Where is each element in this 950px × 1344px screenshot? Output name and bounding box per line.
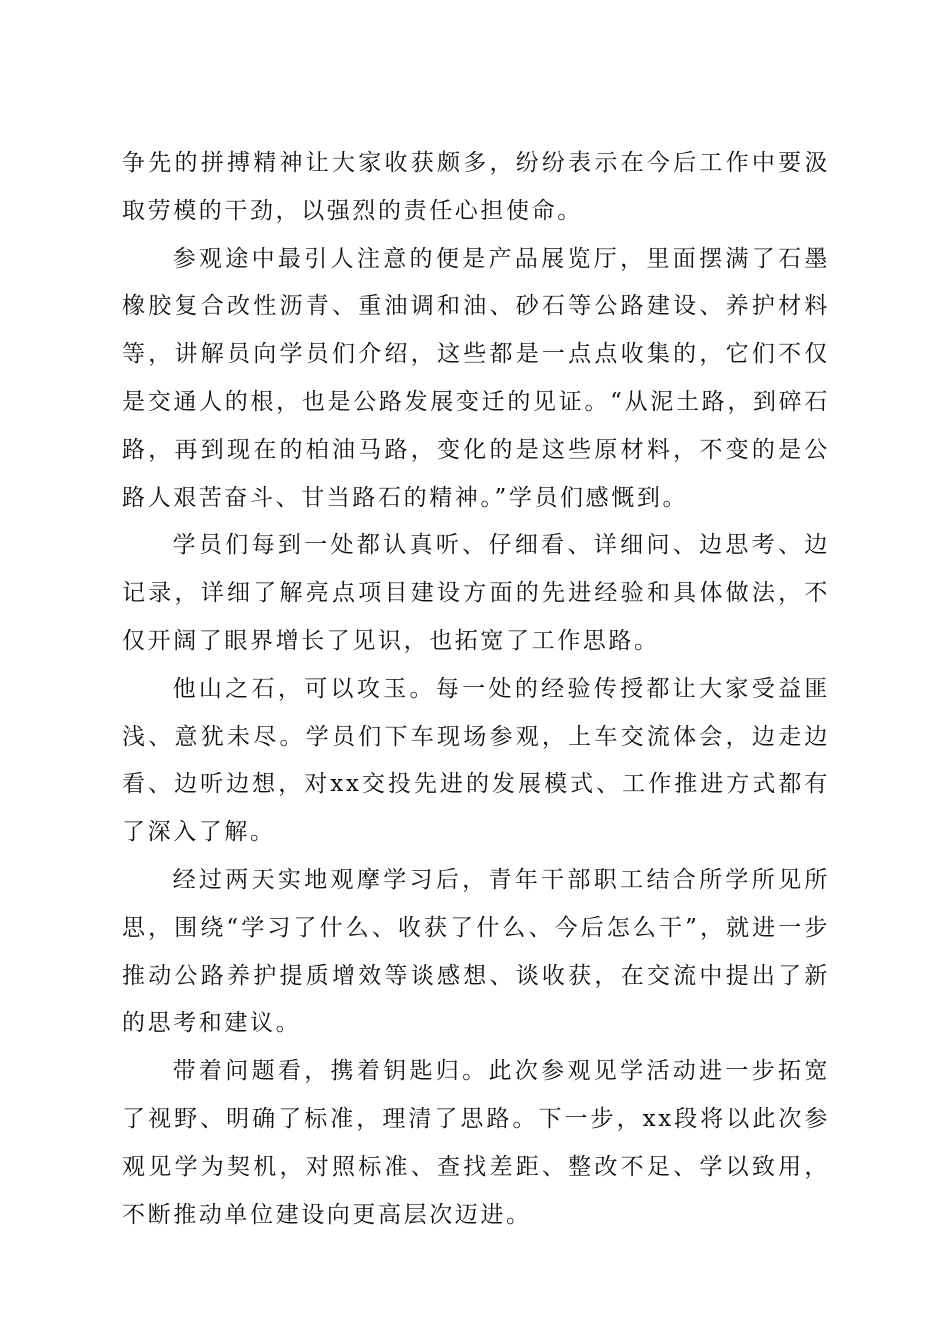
paragraph-learning: 学员们每到一处都认真听、仔细看、详细问、边思考、边记录，详细了解亮点项目建设方面的先进经验和具体做法，不仅开阔了眼界增长了见识，也拓宽了工作思路。 bbox=[122, 532, 830, 654]
paragraph-conclusion: 带着问题看，携着钥匙归。此次参观见学活动进一步拓宽了视野、明确了标准，理清了思路。下一步，xx段将以此次参观见学为契机，对照标准、查找差距、整改不足、学以致用，不断推动单位建设向更高层次迈进。 bbox=[122, 1058, 830, 1228]
paragraph-experience: 他山之石，可以攻玉。每一处的经验传授都让大家受益匪浅、意犹未尽。学员们下车现场参观，上车交流体会，边走边看、边听边想，对xx交投先进的发展模式、工作推进方式都有了深入了解。 bbox=[122, 675, 830, 846]
paragraph-continued: 争先的拼搏精神让大家收获颇多，纷纷表示在今后工作中要汲取劳模的干劲，以强烈的责任心担使命。 bbox=[122, 150, 830, 224]
paragraph-reflection: 经过两天实地观摩学习后，青年干部职工结合所学所见所思，围绕“学习了什么、收获了什么、今后怎么干”，就进一步推动公路养护提质增效等谈感想、谈收获，在交流中提出了新的思考和建议。 bbox=[122, 866, 830, 1037]
paragraph-exhibition-hall: 参观途中最引人注意的便是产品展览厅，里面摆满了石墨橡胶复合改性沥青、重油调和油、砂石等公路建设、养护材料等，讲解员向学员们介绍，这些都是一点点收集的，它们不仅是交通人的根，也是公路发展变迁的见证。“从泥土路，到碎石路，再到现在的柏油马路，变化的是这些原材料，不变的是公路人艰苦奋斗、甘当路石的精神。”学员们感慨到。 bbox=[122, 245, 830, 511]
document-body bbox=[122, 140, 830, 1239]
